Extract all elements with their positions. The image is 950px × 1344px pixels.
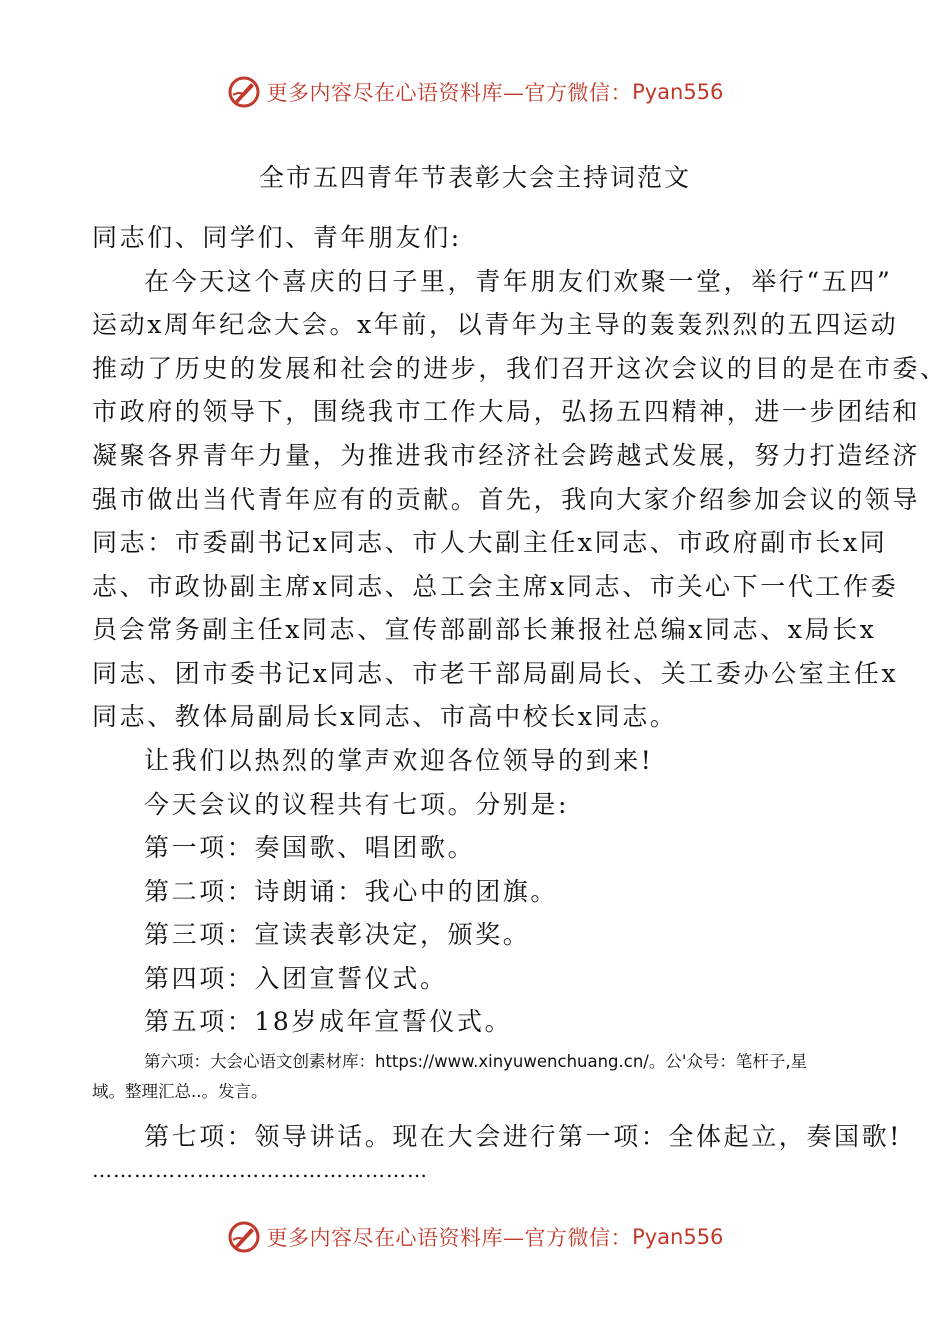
wechat-id: Pyan556 [632, 1225, 724, 1249]
salutation: 同志们、同学们、青年朋友们: [92, 223, 462, 252]
agenda-item: 第三项：宣读表彰决定，颁奖。 [144, 920, 531, 949]
page-title: 全市五四青年节表彰大会主持词范文 [258, 163, 691, 192]
intro-line: 员会常务副主任x同志、宣传部副部长兼报社总编x同志、x局长x [92, 615, 877, 644]
intro-line: 推动了历史的发展和社会的进步，我们召开这次会议的目的是在市委、 [92, 354, 948, 383]
intro-line: 同志：市委副书记x同志、市人大副主任x同志、市政府副市长x同 [92, 528, 888, 557]
agenda-item-seven: 第七项：领导讲话。现在大会进行第一项：全体起立，奏国歌! [144, 1122, 902, 1151]
agenda-intro: 今天会议的议程共有七项。分别是: [144, 790, 570, 819]
welcome-line: 让我们以热烈的掌声欢迎各位领导的到来! [144, 746, 654, 775]
intro-line: 同志、团市委书记x同志、市老干部局副局长、关工委办公室主任x [92, 659, 899, 688]
agenda-item: 第四项：入团宣誓仪式。 [144, 964, 448, 993]
agenda-item-six: 第六项：大会心语文创素材库：https://www.xinyuwenchuang.cn/。公'众号：笔杆子,星 [144, 1052, 808, 1071]
header-banner [0, 72, 950, 112]
quill-pen-logo-icon [227, 75, 261, 109]
intro-line: 运动x周年纪念大会。x年前，以青年为主导的轰轰烈烈的五四运动 [92, 310, 899, 339]
intro-line: 同志、教体局副局长x同志、市高中校长x同志。 [92, 702, 678, 731]
intro-line: 市政府的领导下，围绕我市工作大局，弘扬五四精神，进一步团结和 [92, 397, 921, 426]
intro-line: 强市做出当代青年应有的贡献。首先，我向大家介绍参加会议的领导 [92, 485, 921, 514]
quill-pen-logo-icon [227, 1220, 261, 1254]
intro-line: 凝聚各界青年力量，为推进我市经济社会跨越式发展，努力打造经济 [92, 441, 921, 470]
wechat-id: Pyan556 [632, 80, 724, 104]
intro-line: 在今天这个喜庆的日子里，青年朋友们欢聚一堂，举行“五四” [144, 267, 893, 296]
banner-text: 更多内容尽在心语资料库—官方微信： [266, 1226, 633, 1250]
intro-line: 志、市政协副主席x同志、总工会主席x同志、市关心下一代工作委 [92, 572, 899, 601]
ellipsis: ………………………………………… [92, 1158, 428, 1182]
agenda-item: 第二项：诗朗诵：我心中的团旗。 [144, 877, 559, 906]
footer-banner [0, 1217, 950, 1257]
banner-text: 更多内容尽在心语资料库—官方微信： [266, 81, 633, 105]
agenda-item: 第五项：18岁成年宣誓仪式。 [144, 1007, 513, 1036]
agenda-item-six-cont: 域。整理汇总..。发言。 [92, 1082, 268, 1101]
agenda-item: 第一项：奏国歌、唱团歌。 [144, 833, 476, 862]
